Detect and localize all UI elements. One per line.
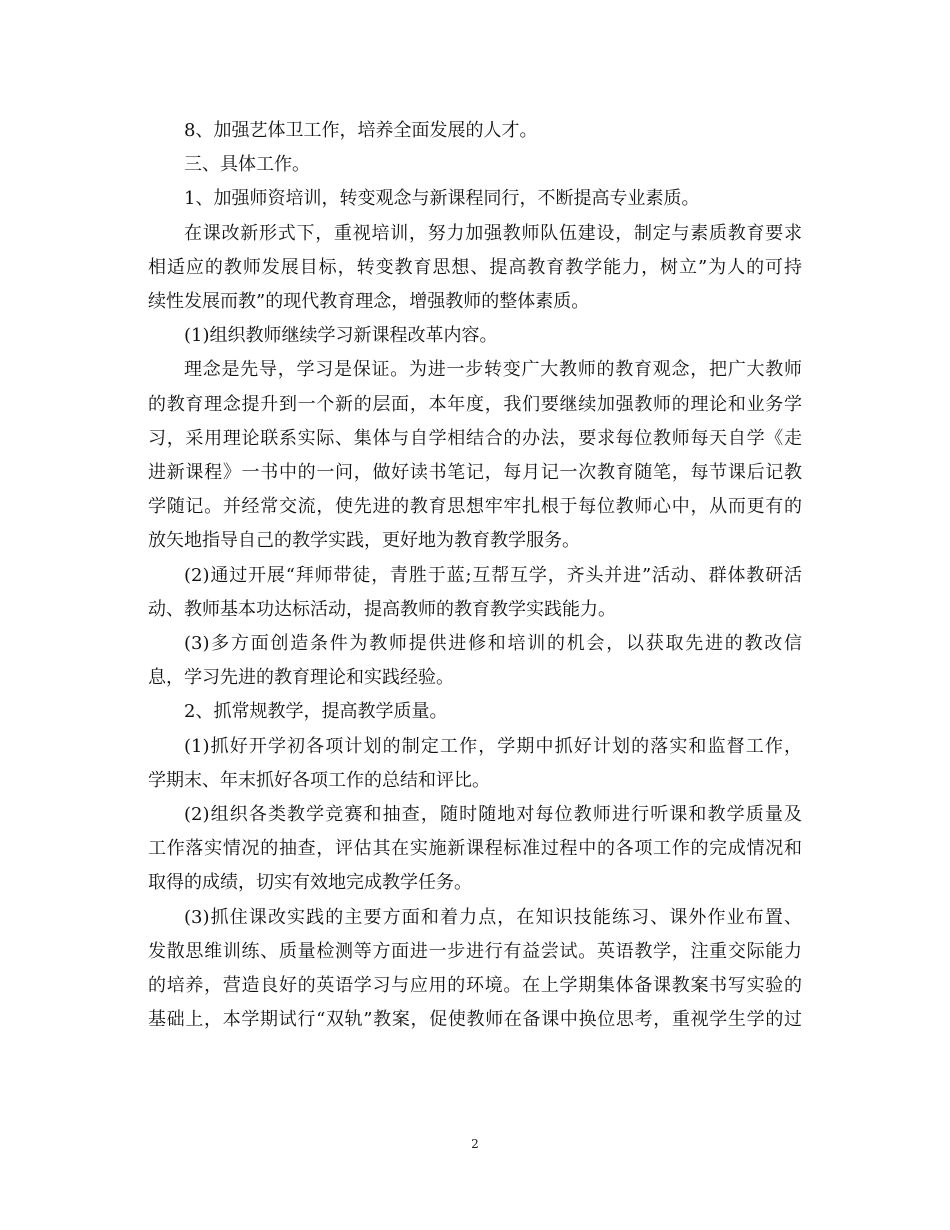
paragraph-line: 理念是先导，学习是保证。为进一步转变广大教师的教育观念，把广大教师 <box>184 359 802 381</box>
paragraph <box>148 353 802 558</box>
paragraph <box>148 114 802 148</box>
paragraph-line: 三、具体工作。 <box>184 154 310 176</box>
paragraph-line: 2、抓常规教学，提高教学质量。 <box>184 701 448 723</box>
paragraph-line: (1)组织教师继续学习新课程改革内容。 <box>184 325 498 347</box>
paragraph-line: 1、加强师资培训，转变观念与新课程同行，不断提高专业素质。 <box>184 188 700 210</box>
document-body <box>148 114 802 1037</box>
paragraph-line: (3)多方面创造条件为教师提供进修和培训的机会，以获取先进的教改信 <box>184 633 802 655</box>
paragraph-line: 学随记。并经常交流，使先进的教育思想牢牢扎根于每位教师心中，从而更有的 <box>148 496 802 518</box>
paragraph <box>148 319 802 353</box>
paragraph <box>148 182 802 216</box>
paragraph <box>148 627 802 695</box>
paragraph-line: 放矢地指导自己的教学实践，更好地为教育教学服务。 <box>148 530 580 552</box>
paragraph-line: 进新课程》一书中的一问，做好读书笔记，每月记一次教育随笔，每节课后记教 <box>148 462 802 484</box>
paragraph <box>148 730 802 798</box>
paragraph-line: 息，学习先进的教育理论和实践经验。 <box>148 667 454 689</box>
paragraph <box>148 148 802 182</box>
paragraph-line: (2)组织各类教学竞赛和抽查，随时随地对每位教师进行听课和教学质量及 <box>184 804 802 826</box>
paragraph-line: 学期末、年末抓好各项工作的总结和评比。 <box>148 769 490 791</box>
paragraph-line: (3)抓住课改实践的主要方面和着力点，在知识技能练习、课外作业布置、 <box>184 906 802 928</box>
paragraph-line: 基础上，本学期试行“双轨”教案，促使教师在备课中换位思考，重视学生学的过 <box>148 1009 802 1031</box>
paragraph-line: 发散思维训练、质量检测等方面进一步进行有益尝试。英语教学，注重交际能力 <box>148 940 802 962</box>
paragraph-line: 工作落实情况的抽查，评估其在实施新课程标准过程中的各项工作的完成情况和 <box>148 838 802 860</box>
paragraph <box>148 217 802 320</box>
paragraph-line: 在课改新形式下，重视培训，努力加强教师队伍建设，制定与素质教育要求 <box>184 222 802 244</box>
paragraph <box>148 559 802 627</box>
paragraph-line: 动、教师基本功达标活动，提高教师的教育教学实践能力。 <box>148 598 616 620</box>
paragraph-line: 续性发展而教”的现代教育理念，增强教师的整体素质。 <box>148 291 590 313</box>
paragraph-line: 取得的成绩，切实有效地完成教学任务。 <box>148 872 472 894</box>
paragraph <box>148 695 802 729</box>
page-number: 2 <box>471 1137 479 1151</box>
paragraph-line: 习，采用理论联系实际、集体与自学相结合的办法，要求每位教师每天自学《走 <box>148 427 802 449</box>
paragraph <box>148 798 802 901</box>
paragraph-line: 8、加强艺体卫工作，培养全面发展的人才。 <box>184 120 538 141</box>
paragraph-line: 的培养，营造良好的英语学习与应用的环境。在上学期集体备课教案书写实验的 <box>148 975 802 997</box>
paragraph-line: 相适应的教师发展目标，转变教育思想、提高教育教学能力，树立”为人的可持 <box>148 256 802 278</box>
paragraph-line: (1)抓好开学初各项计划的制定工作，学期中抓好计划的落实和监督工作， <box>184 735 802 757</box>
paragraph <box>148 901 802 1038</box>
paragraph-line: (2)通过开展“拜师带徒，青胜于蓝;互帮互学，齐头并进”活动、群体教研活 <box>184 564 802 586</box>
paragraph-line: 的教育理念提升到一个新的层面，本年度，我们要继续加强教师的理论和业务学 <box>148 393 802 415</box>
